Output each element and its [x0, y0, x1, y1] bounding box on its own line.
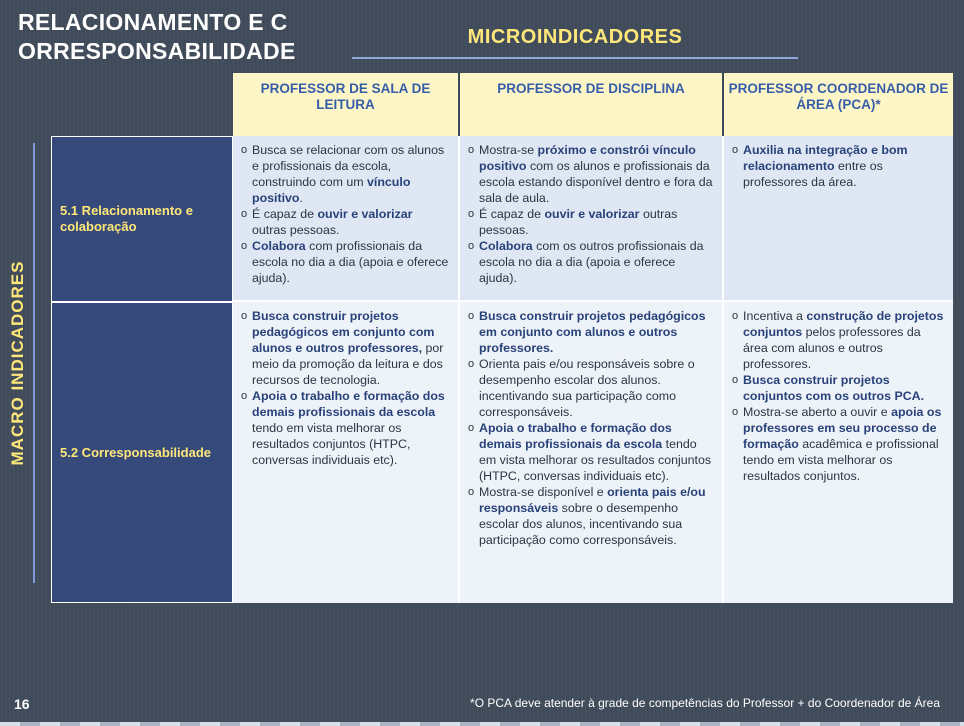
- bullet-item: [468, 206, 714, 238]
- bullet-text: É capaz de: [479, 207, 545, 221]
- bullet-text-bold: Apoia o trabalho e formação dos demais profissionais da escola: [252, 389, 445, 419]
- bullet-text: com os alunos e profissionais da escola estando disponível dentro e fora da sala de aula.: [479, 159, 713, 205]
- bullet-text-bold: Colabora: [479, 239, 533, 253]
- bullet-text-bold: Busca construir projetos pedagógicos em conjunto com alunos e outros professores,: [252, 309, 435, 355]
- footnote: *O PCA deve atender à grade de competências do Professor + do Coordenador de Área: [470, 696, 940, 710]
- bullet-text-bold: ouvir e valorizar: [544, 207, 640, 221]
- bullet-item: [241, 388, 450, 468]
- column-header-pca: PROFESSOR COORDENADOR DE ÁREA (PCA)*: [724, 73, 953, 136]
- microindicadores-heading: MICROINDICADORES: [467, 26, 683, 48]
- bullet-item: [468, 420, 714, 484]
- bullet-text: Mostra-se: [479, 143, 538, 157]
- column-header-disciplina: PROFESSOR DE DISCIPLINA: [460, 73, 724, 136]
- bullet-text: .: [299, 191, 303, 205]
- bullet-item: [468, 142, 714, 206]
- row-label-relacionamento: 5.1 Relacionamento e colaboração: [60, 203, 193, 234]
- bullet-item: [732, 308, 945, 372]
- indicators-table: [51, 73, 953, 603]
- bullet-text: tendo em vista melhorar os resultados conjuntos (HTPC, conversas individuais etc).: [252, 421, 411, 467]
- column-header-sala-de-leitura: PROFESSOR DE SALA DE LEITURA: [233, 73, 460, 136]
- bottom-band: [0, 722, 964, 726]
- slide-title: RELACIONAMENTO E CORRESPONSABILIDADE: [18, 9, 296, 64]
- bullet-text: acadêmica e profissional tendo em vista melhorar os resultados conjuntos.: [743, 437, 939, 483]
- bullet-item: [241, 308, 450, 388]
- row-header-relacionamento: [51, 136, 233, 302]
- bullet-list: [468, 142, 714, 286]
- bullet-item: [241, 206, 450, 238]
- cell-r2-pca: [724, 302, 953, 603]
- bullet-list: [732, 308, 945, 484]
- bullet-text-bold: apoia os professores em seu processo de formação: [743, 405, 942, 451]
- bullet-text-bold: Busca construir projetos conjuntos com os outros PCA.: [743, 373, 925, 403]
- bullet-text: Mostra-se aberto a ouvir e: [743, 405, 892, 419]
- bullet-text-bold: próximo e constrói vínculo positivo: [479, 143, 696, 173]
- microindicadores-underline: [352, 57, 798, 59]
- cell-r2-sala-de-leitura: [233, 302, 460, 603]
- bullet-list: [241, 142, 450, 286]
- bullet-text: Incentiva a: [743, 309, 807, 323]
- cell-r1-pca: [724, 136, 953, 302]
- bullet-item: [732, 142, 945, 190]
- macro-indicadores-rule: [33, 143, 35, 583]
- bullet-item: [468, 308, 714, 356]
- bullet-text-bold: Auxilia na integração e bom relacionamento: [743, 143, 908, 173]
- bullet-text: entre os professores da área.: [743, 159, 883, 189]
- bullet-item: [468, 238, 714, 286]
- bullet-text-bold: vínculo positivo: [252, 175, 411, 205]
- bullet-text-bold: Busca construir projetos pedagógicos em conjunto com alunos e outros professores.: [479, 309, 706, 355]
- bullet-text: tendo em vista melhorar os resultados conjuntos (HTPC, conversas individuais etc).: [479, 437, 712, 483]
- bullet-item: [468, 484, 714, 548]
- bullet-text-bold: Apoia o trabalho e formação dos demais profissionais da escola: [479, 421, 672, 451]
- bullet-text: Busca se relacionar com os alunos e profissionais da escola, construindo com um: [252, 143, 445, 189]
- bullet-text: com profissionais da escola no dia a dia (apoia e oferece ajuda).: [252, 239, 449, 285]
- bullet-text: pelos professores da área com alunos e outros professores.: [743, 325, 921, 371]
- bullet-text: Mostra-se disponível e: [479, 485, 608, 499]
- bullet-item: [241, 142, 450, 206]
- bullet-text: Orienta pais e/ou responsáveis sobre o desempenho escolar dos alunos. incentivando sua participação como corresponsáveis.: [479, 357, 695, 419]
- bullet-text-bold: orienta pais e/ou responsáveis: [479, 485, 706, 515]
- bullet-item: [732, 404, 945, 484]
- bullet-text: outras pessoas.: [252, 223, 340, 237]
- bullet-text: com os outros profissionais da escola no dia a dia (apoia e oferece ajuda).: [479, 239, 704, 285]
- slide-number: 16: [14, 696, 30, 712]
- cell-r1-disciplina: [460, 136, 724, 302]
- bullet-list: [732, 142, 945, 190]
- bullet-item: [732, 372, 945, 404]
- bullet-text: outras pessoas.: [479, 207, 678, 237]
- row-label-corresponsabilidade: 5.2 Corresponsabilidade: [60, 444, 211, 460]
- bullet-text: sobre o desempenho escolar dos alunos, incentivando sua participação como corresponsáveis.: [479, 501, 683, 547]
- cell-r1-sala-de-leitura: [233, 136, 460, 302]
- macro-indicadores-label: MACRO INDICADORES: [8, 260, 27, 466]
- bullet-text: É capaz de: [252, 207, 318, 221]
- bullet-text-bold: Colabora: [252, 239, 306, 253]
- bullet-item: [241, 238, 450, 286]
- bullet-list: [241, 308, 450, 468]
- bullet-text: por meio da promoção da leitura e dos recursos de tecnologia.: [252, 341, 444, 387]
- bullet-item: [468, 356, 714, 420]
- bullet-text-bold: ouvir e valorizar: [317, 207, 413, 221]
- bullet-list: [468, 308, 714, 548]
- cell-r2-disciplina: [460, 302, 724, 603]
- bullet-text-bold: construção de projetos conjuntos: [743, 309, 944, 339]
- row-header-corresponsabilidade: [51, 302, 233, 603]
